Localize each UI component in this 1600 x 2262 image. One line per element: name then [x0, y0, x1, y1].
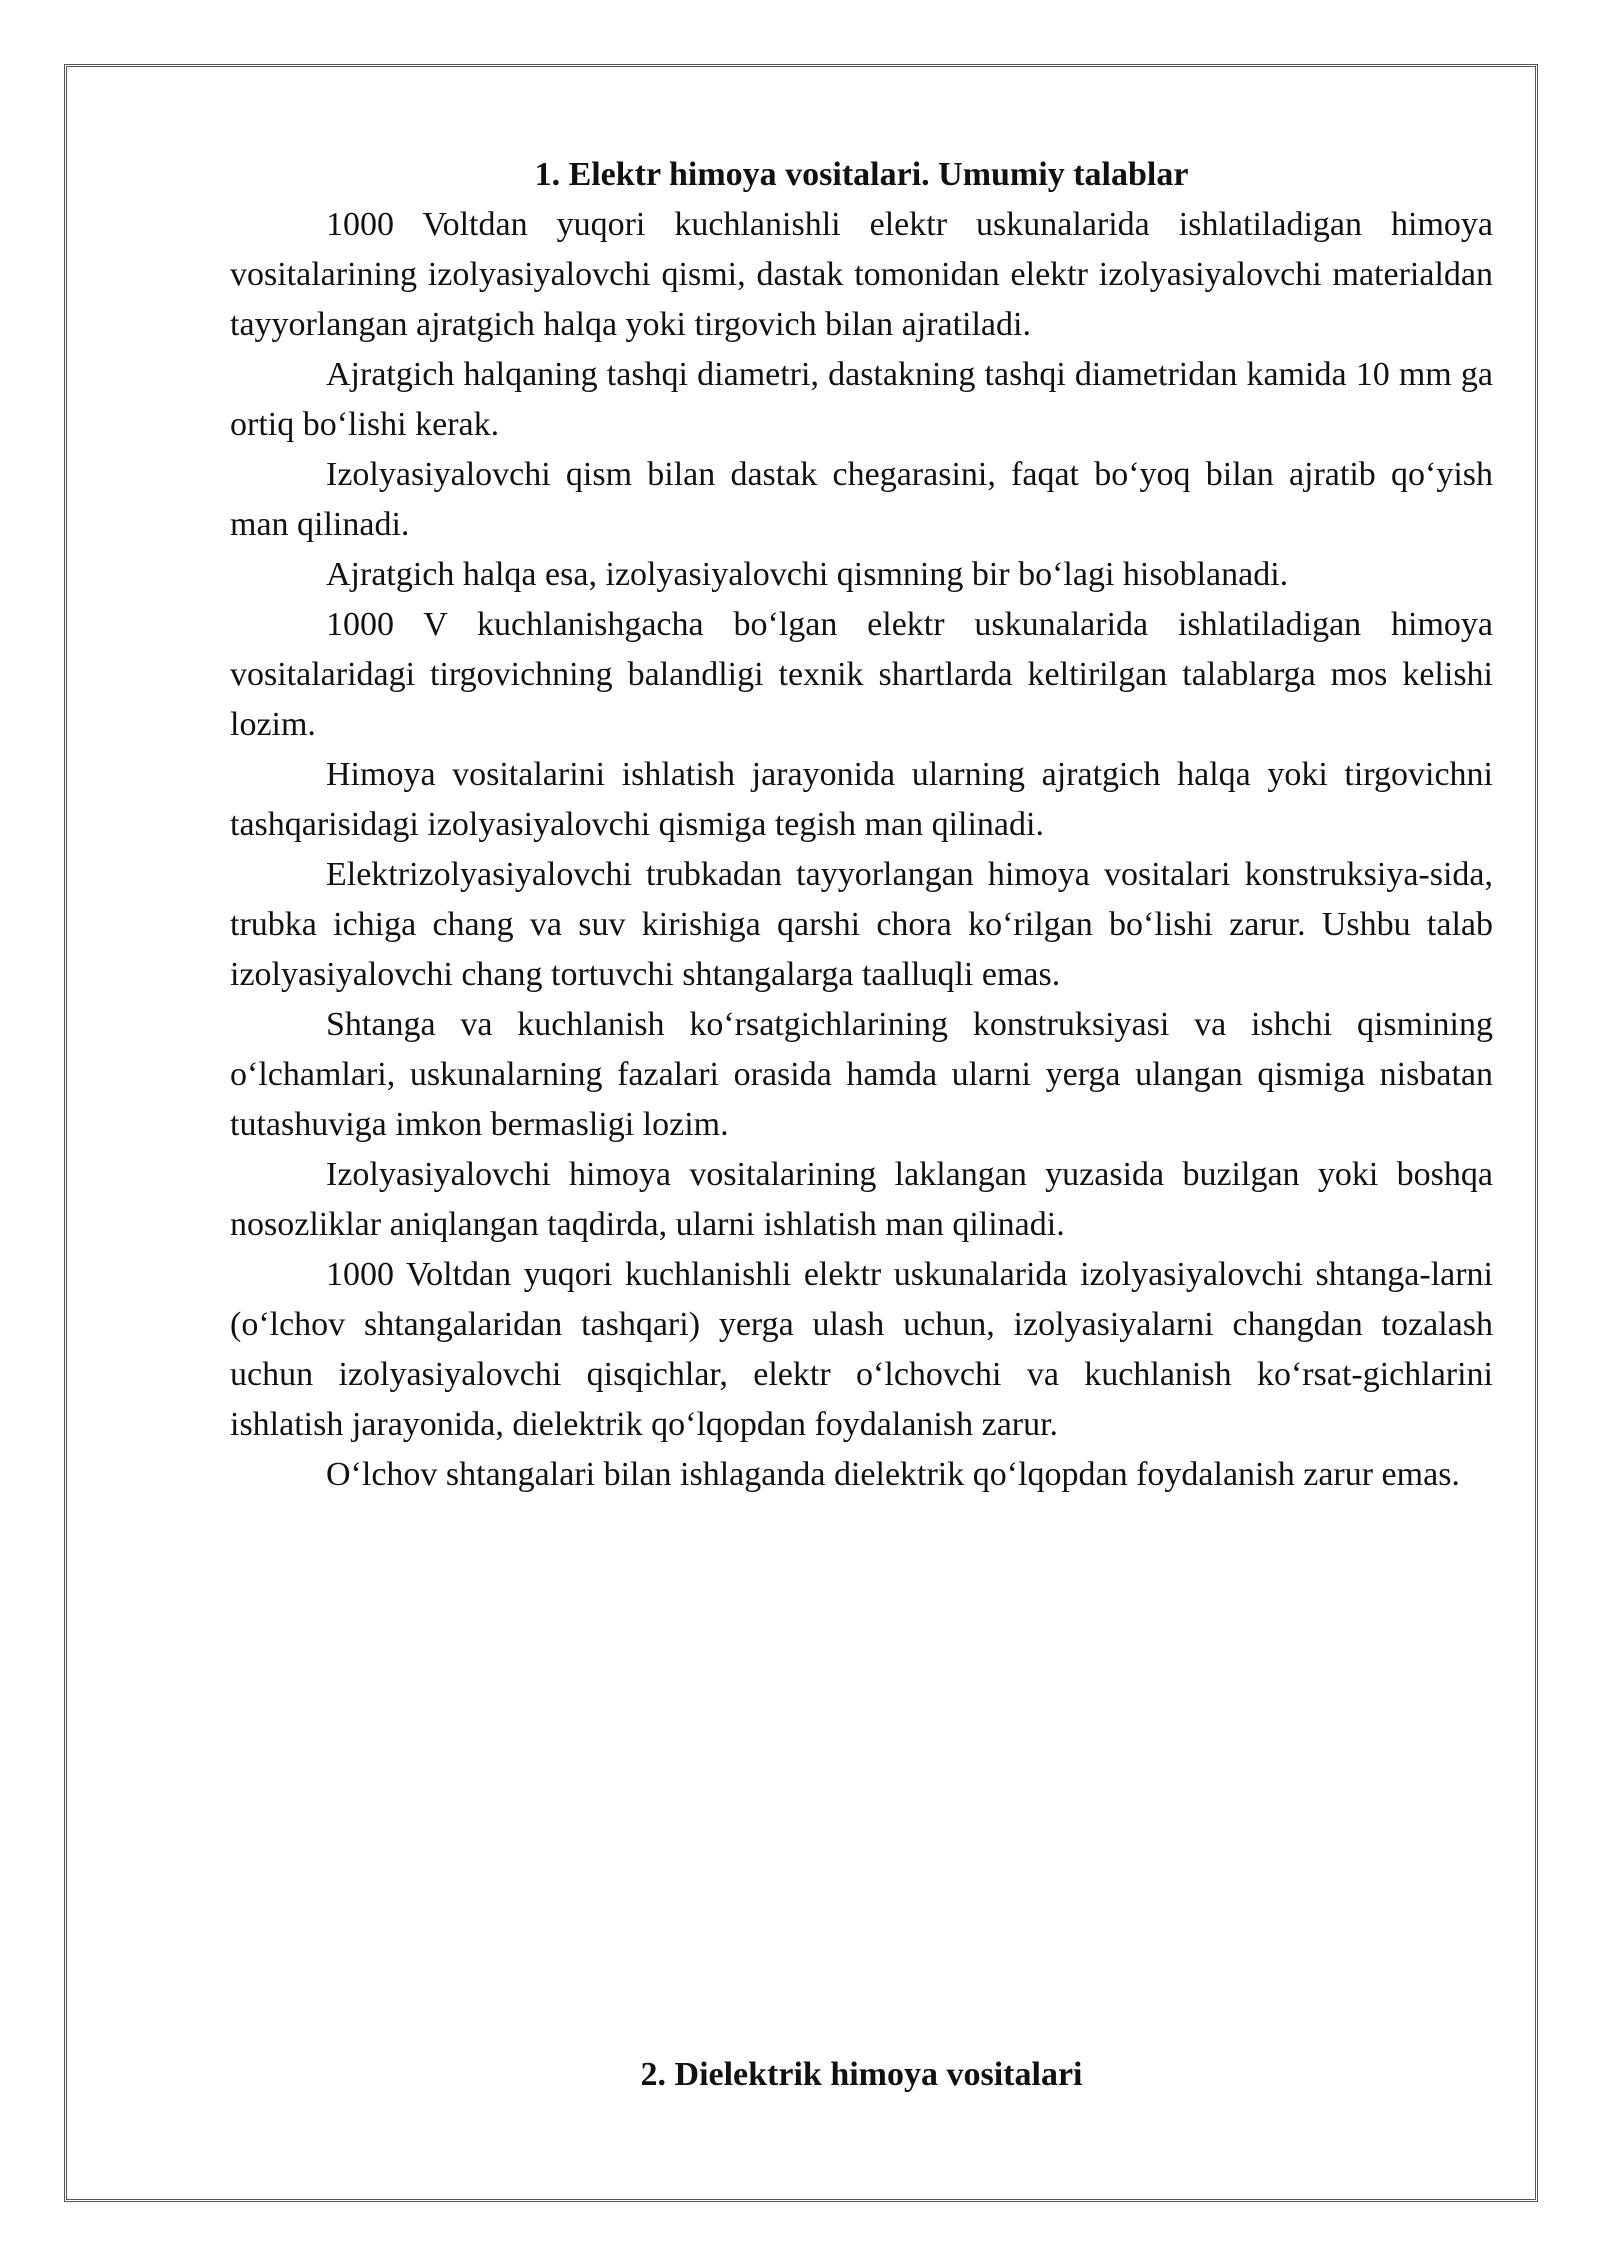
paragraph-4: Ajratgich halqa esa, izolyasiyalovchi qismning bir bo‘lagi hisoblanadi. [326, 556, 1289, 593]
paragraph-6: Himoya vositalarini ishlatish jarayonida ularning ajratgich halqa yoki tirgovichni tashqarisidagi izolyasiyalovchi qismiga tegish man qilinadi. [230, 756, 1493, 843]
section-2-heading: 2. Dielektrik himoya vositalari [640, 2056, 1083, 2093]
paragraph-1: 1000 Voltdan yuqori kuchlanishli elektr uskunalarida ishlatiladigan himoya vositalarining izolyasiyalovchi qismi, dastak tomonidan elektr izolyasiyalovchi materialdan tayyorlangan ajratgich halqa yoki tirgovich bilan ajratiladi. [230, 206, 1493, 343]
paragraph-11: O‘lchov shtangalari bilan ishlaganda dielektrik qo‘lqopdan foydalanish zarur emas. [326, 1456, 1460, 1493]
paragraph-3: Izolyasiyalovchi qism bilan dastak chegarasini, faqat bo‘yoq bilan ajratib qo‘yish man qilinadi. [230, 456, 1493, 543]
paragraph-5: 1000 V kuchlanishgacha bo‘lgan elektr uskunalarida ishlatiladigan himoya vositalaridagi tirgovichning balandligi texnik shartlarda keltirilgan talablarga mos kelishi lozim. [230, 606, 1493, 743]
paragraph-8: Shtanga va kuchlanish ko‘rsatgichlarining konstruksiyasi va ishchi qismining o‘lchamlari, uskunalarning fazalari orasida hamda ularni yerga ulangan qismiga nisbatan tutashuviga imkon bermasligi lozim. [230, 1006, 1493, 1143]
paragraph-7: Elektrizolyasiyalovchi trubkadan tayyorlangan himoya vositalari konstruksiya-sida, trubka ichiga chang va suv kirishiga qarshi chora ko‘rilgan bo‘lishi zarur. Ushbu talab izolyasiyalovchi chang tortuvchi shtangalarga taalluqli emas. [230, 856, 1493, 993]
section-1-heading: 1. Elektr himoya vositalari. Umumiy talablar [534, 156, 1189, 193]
paragraph-2: Ajratgich halqaning tashqi diametri, dastakning tashqi diametridan kamida 10 mm ga ortiq bo‘lishi kerak. [230, 356, 1493, 443]
document-body [230, 150, 1493, 1500]
paragraph-10: 1000 Voltdan yuqori kuchlanishli elektr uskunalarida izolyasiyalovchi shtanga-larni (o‘lchov shtangalaridan tashqari) yerga ulash uchun, izolyasiyalarni changdan tozalash uchun izolyasiyalovchi qisqichlar, elektr o‘lchovchi va kuchlanish ko‘rsat-gichlarini ishlatish jarayonida, dielektrik qo‘lqopdan foydalanish zarur. [230, 1256, 1493, 1443]
paragraph-9: Izolyasiyalovchi himoya vositalarining laklangan yuzasida buzilgan yoki boshqa nosozliklar aniqlangan taqdirda, ularni ishlatish man qilinadi. [230, 1156, 1493, 1243]
